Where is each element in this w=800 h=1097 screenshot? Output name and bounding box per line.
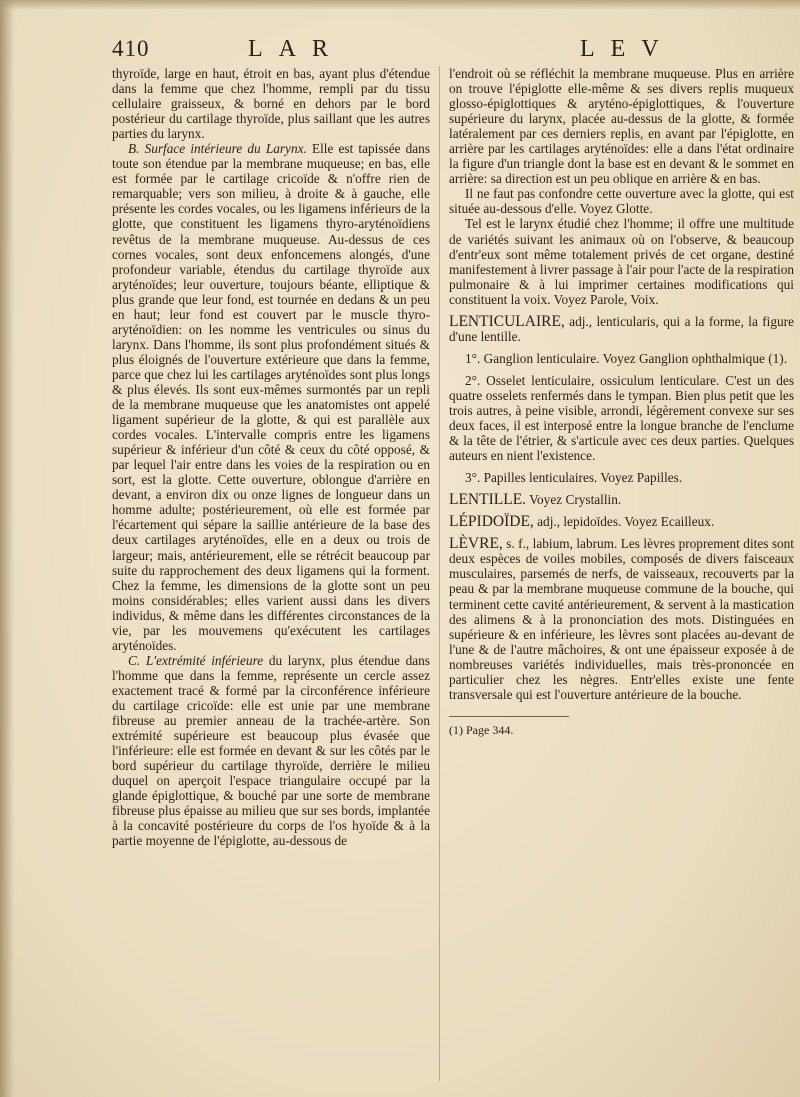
right-column [449,66,794,738]
page-edge-shadow [0,0,800,10]
entry-headword: LENTILLE. [449,491,527,509]
entry-levre [449,536,794,702]
entry-text: adj., lenticularis, qui a la forme, la figure d'une lentille. [449,313,794,344]
paragraph: Il ne faut pas confondre cette ouverture avec la glotte, qui est située au-dessous d'elle. Voyez Glotte. [449,186,794,217]
section-label: C. L'extrémité inférieure [128,652,264,668]
binding-shadow [0,0,14,1097]
section-label: B. Surface intérieure du Larynx. [128,141,307,157]
entry-headword: LENTICULAIRE, [449,312,565,330]
left-column [112,66,430,848]
entry-headword: LÈVRE, [449,535,503,553]
paragraph: thyroïde, large en haut, étroit en bas, ayant plus d'étendue dans la femme que chez l'homme, rempli par du tissu cellulaire graisseux, & borné en dehors par le bord postérieur du cartilage thyroïde, plus saillant que les autres parties du larynx. [112,66,430,142]
right-headword: LEV [580,36,675,62]
column-divider [439,66,440,1081]
subentry: 2°. Osselet lenticulaire, ossiculum lenticulare. C'est un des quatre osselets renfermés dans le tympan. Bien plus petit que les trois autres, à peine visible, arrondi, légèrement convexe sur ses deux faces, il est interposé entre la longue branche de l'enclume & la tête de l'étrier, & s'articule avec ces deux parties. Quelques auteurs en nient l'existence. [449,372,794,464]
entry-text: adj., lepidoïdes. Voyez Ecailleux. [537,514,715,530]
footnote: (1) Page 344. [449,722,514,737]
paragraph-text: Elle est tapissée dans toute son étendue par la membrane muqueuse; en bas, elle est formée par le cartilage cricoïde & n'offre rien de remarquable; vers son milieu, à droite & à gauche, elle présente les cordes vocales, ou les ligamens inférieurs de la glotte, que constituent les ligamens thyro-aryténoïdiens revêtus de la membrane muqueuse. Au-dessus de ces cornes vocales, sont deux enfoncemens alongés, d'une profondeur variable, étendus du cartilage thyroïde aux aryténoïdes; leur ouverture, toujours béante, elliptique & plus grande que leur fond, est tournée en dedans & un peu en haut; leur fond est couvert par le muscle thyro-aryténoïdien: on les nomme les ventricules ou sinus du larynx. Dans l'homme, ils sont plus profondément situés & plus éloignés de l'ouverture extérieure que dans la femme, parce que chez lui les cartilages aryténoïdes sont plus longs & plus élevés. Ils sont eux-mêmes surmontés par un repli de la membrane muqueuse que les anatomistes ont appelé ligament supérieur de la glotte, & qui est parallèle aux cordes vocales. L'intervalle compris entre les ligamens supérieur & inférieur d'un côté & ceux du côté opposé, & par lequel l'air entre dans les voies de la respiration ou en sort, est la glotte. Cette ouverture, oblongue d'arrière en devant, a environ dix ou onze lignes de longueur dans un homme adulte; postérieurement, où elle est formée par l'écartement qui sépare la saillie antérieure de la base des deux cartilages aryténoïdes, elle en a deux ou trois de largeur; mais, antérieurement, elle se rétrécit beaucoup par suite du rapprochement des deux ligamens qui la forment. Chez la femme, les dimensions de la glotte sont un peu moins considérables; elles varient aussi dans les divers individus, & même dans les différentes circonstances de la vie, par les mouvemens qu'exécutent les cartilages aryténoïdes. [112,141,431,653]
paragraph: Tel est le larynx étudié chez l'homme; il offre une multitude de variétés suivant les animaux où on l'observe, & beaucoup d'entr'eux sont même totalement privés de cet organe, destiné manifestement à livrer passage à l'air pour l'acte de la respiration pulmonaire & à lui imprimer certaines modifications qui constituent la voix. Voyez Parole, Voix. [449,216,794,307]
paragraph-text: du larynx, plus étendue dans l'homme que dans la femme, représente un cercle assez exactement tracé & formé par la circonférence inférieure du cartilage cricoïde: elle est unie par une membrane fibreuse au premier anneau de la trachée-artère. Son extrémité supérieure est beaucoup plus évasée que l'inférieure: elle est formée en devant & sur les côtés par le bord supérieur du cartilage thyroïde, derrière le milieu duquel on aperçoit l'espace triangulaire occupé par la glande épiglottique, & bouché par une sorte de membrane fibreuse plus épaisse au milieu que sur ses bords, implantée à la concavité postérieure du corps de l'os hyoïde & à la partie moyenne de l'épiglotte, au-dessous de [112,652,430,849]
footnote-rule [449,716,569,717]
entry-lepidoide [449,514,794,529]
entry-headword: LÉPIDOÏDE, [449,513,534,531]
page-number: 410 [112,36,150,61]
subentry: 1°. Ganglion lenticulaire. Voyez Ganglion ophthalmique (1). [465,350,788,366]
subentry: 3°. Papilles lenticulaires. Voyez Papilles. [465,470,683,486]
paragraph: l'endroit où se réfléchit la membrane muqueuse. Plus en arrière on trouve l'épiglotte elle-même & ses divers replis muqueux glosso-épiglottiques & aryténo-épiglottiques, & l'ouverture supérieure du larynx, placée au-dessus de la glotte, & formée latéralement par ces derniers replis, en avant par l'épiglotte, en arrière par les cartilages aryténoïdes: elle a dans l'état ordinaire la figure d'un triangle dont la base est en devant & le sommet en arrière: sa direction est un peu oblique en arrière & en bas. [449,66,794,187]
running-header [112,36,792,66]
left-headword: LAR [248,36,344,62]
paragraph [112,653,430,849]
paragraph [112,141,430,653]
entry-text: s. f., labium, labrum. Les lèvres proprement dites sont deux espèces de voiles mobiles, composés de divers faisceaux musculaires, parsemés de nerfs, de vaisseaux, recouverts par la peau & par la membrane muqueuse commune de la bouche, qui terminent cette cavité antérieurement, & servent à la mastication des alimens & à la prononciation des mots. Distinguées en supérieure & en inférieure, les lèvres sont placées au-devant de l'une & de l'autre mâchoires, & ont une épaisseur exposée à de nombreuses variétés individuelles, mais très-prononcée en particulier chez les nègres. Entr'elles existe une fente transversale qui est l'ouverture antérieure de la bouche. [449,536,794,702]
entry-text: Voyez Crystallin. [529,492,622,508]
entry-lentille [449,492,794,507]
entry-lenticulaire [449,314,794,344]
